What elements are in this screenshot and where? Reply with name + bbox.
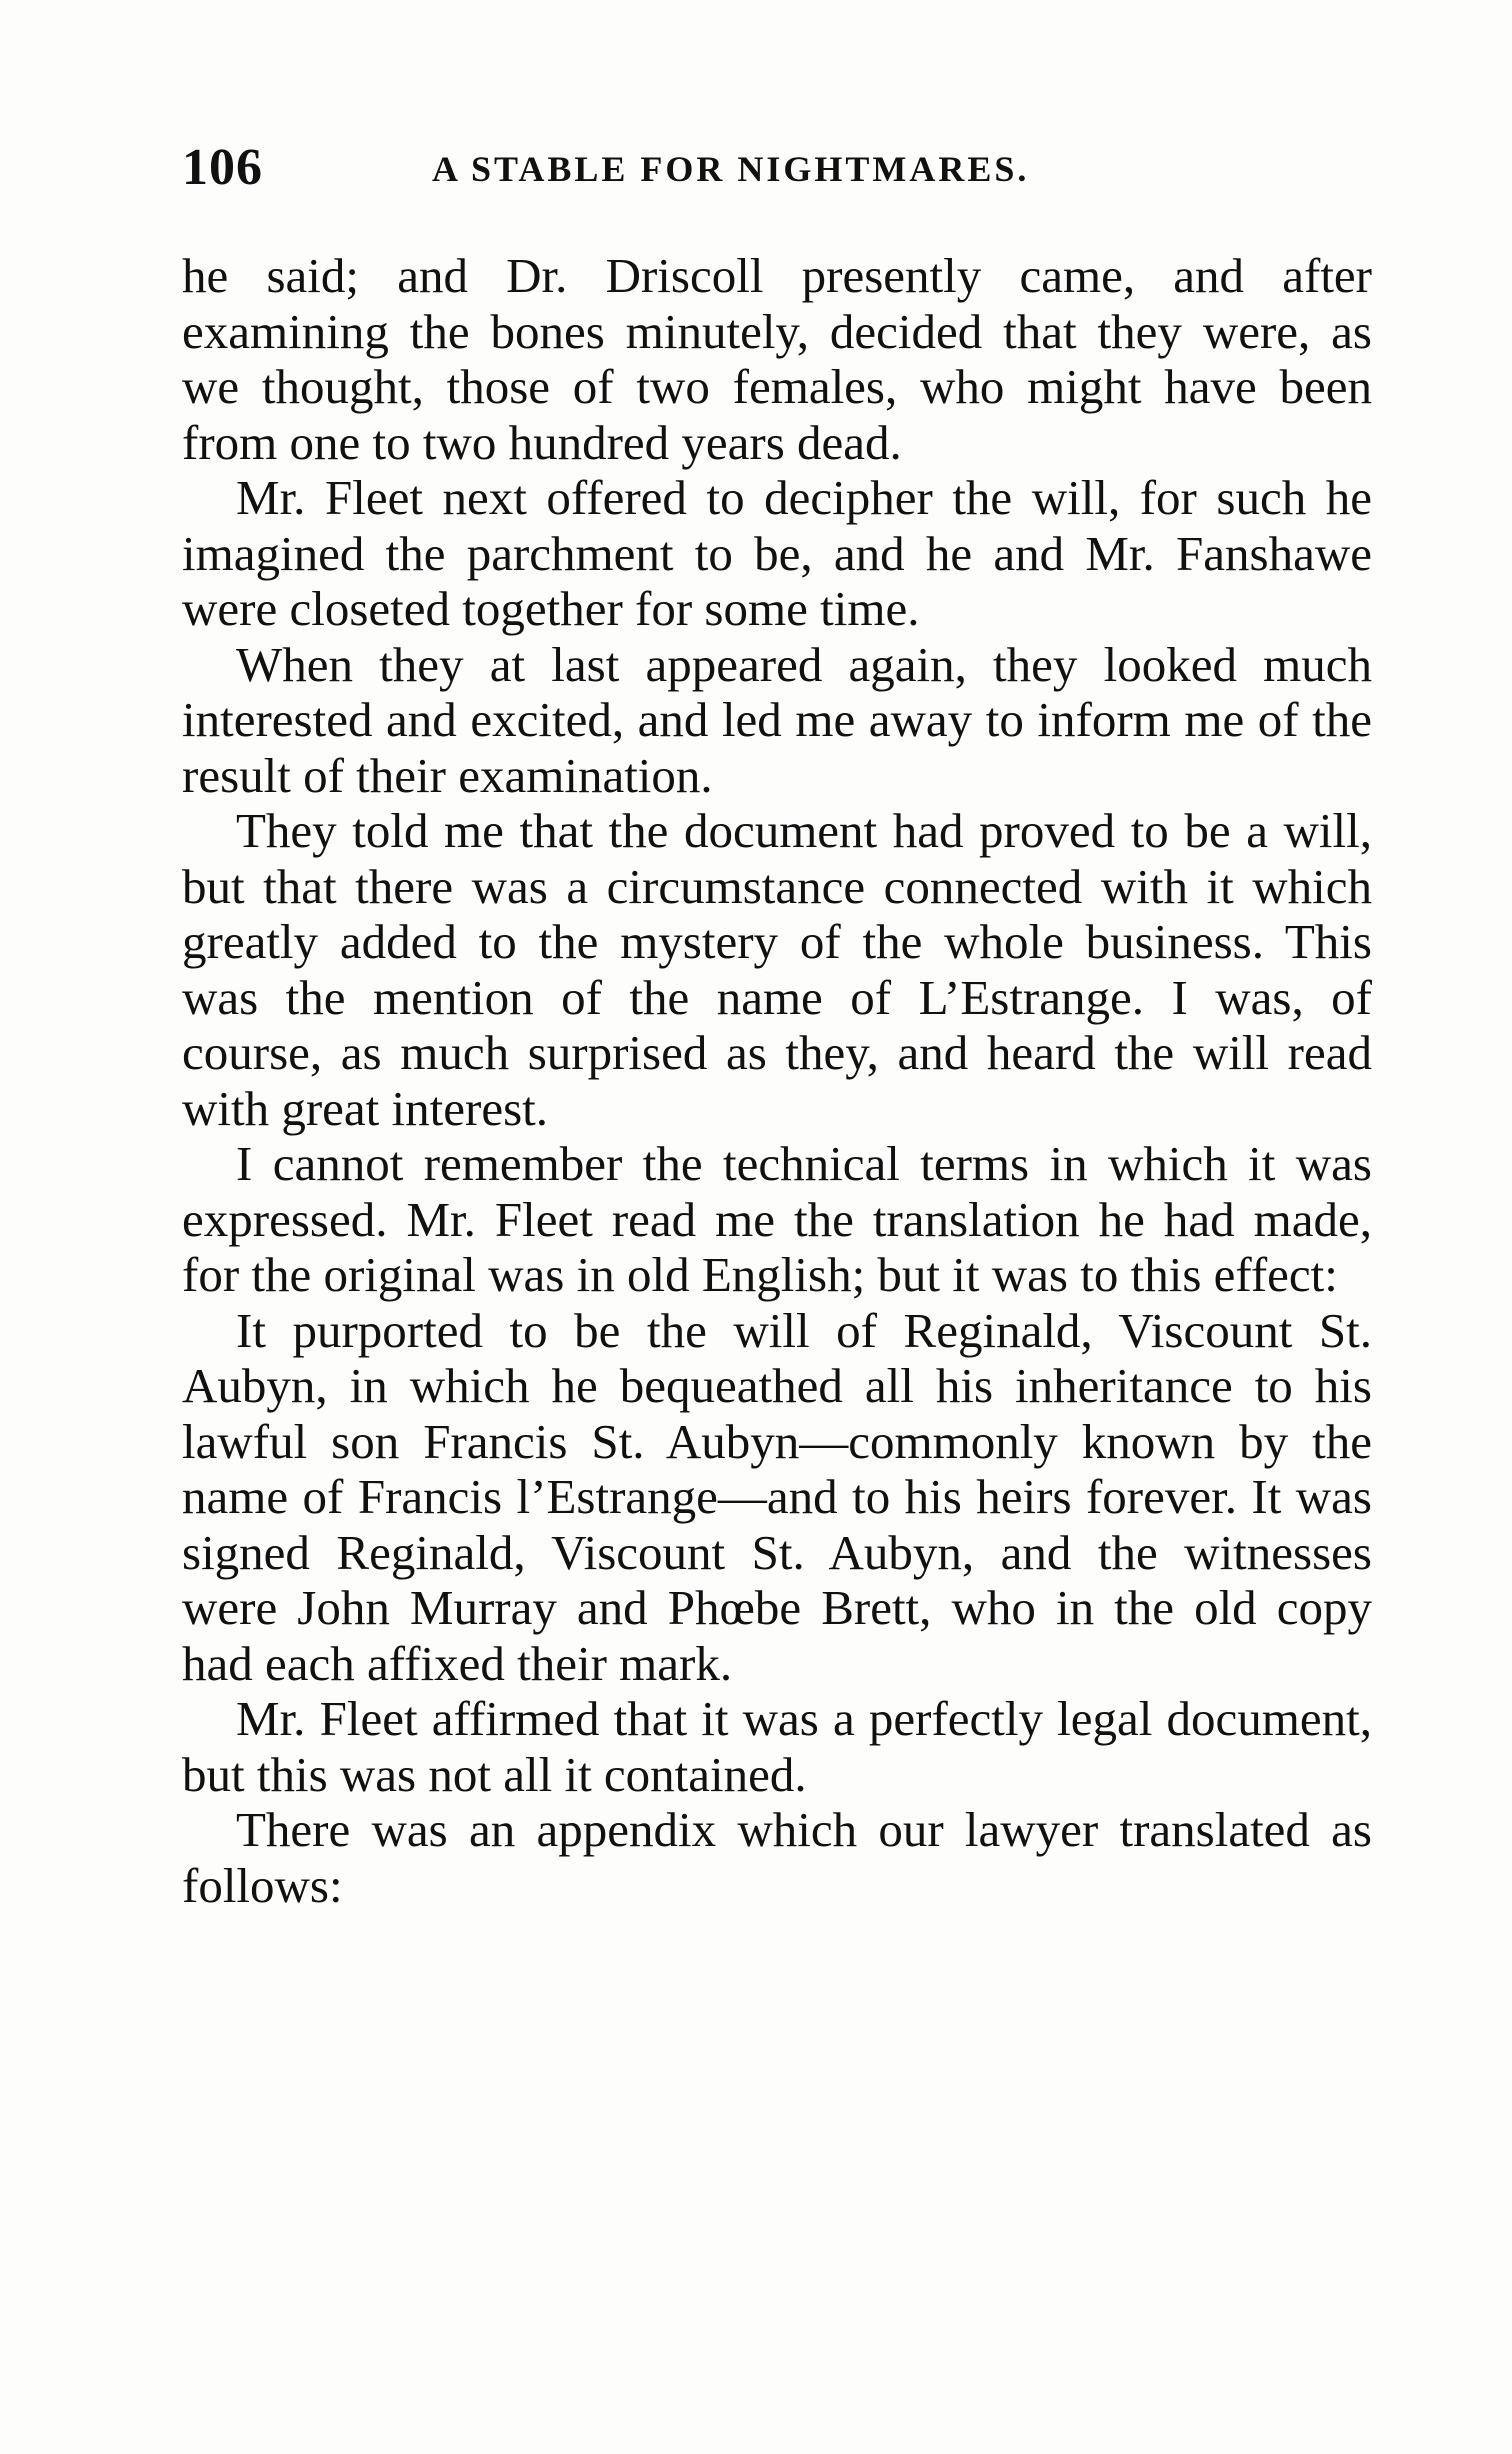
paragraph-8: There was an appendix which our lawyer translated as follows: xyxy=(182,1802,1372,1913)
paragraph-4: They told me that the document had proved to be a will, but that there was a circumstance connected with it which greatly added to the mystery of the whole business. This was the mention of the name of L’Estrange. I was, of course, as much surprised as they, and heard the will read with great interest. xyxy=(182,803,1372,1136)
paragraph-2: Mr. Fleet next offered to decipher the will, for such he imagined the parchment to be, and he and Mr. Fanshawe were closeted together for some time. xyxy=(182,470,1372,636)
paragraph-7: Mr. Fleet affirmed that it was a perfectly legal document, but this was not all it contained. xyxy=(182,1691,1372,1802)
paragraph-3: When they at last appeared again, they looked much interested and excited, and led me away to inform me of the result of their examination. xyxy=(182,636,1372,803)
paragraph-6: It purported to be the will of Reginald, Viscount St. Aubyn, in which he bequeathed all his inheritance to his lawful son Francis St. Aubyn—commonly known by the name of Francis l’Estrange—and to his heirs forever. It was signed Reginald, Viscount St. Aubyn, and the witnesses were John Murray and Phœbe Brett, who in the old copy had each affixed their mark. xyxy=(182,1302,1372,1691)
body-text xyxy=(182,248,1372,1913)
paragraph-1: he said; and Dr. Driscoll presently came, and after examining the bones minutely, decided that they were, as we thought, those of two females, who might have been from one to two hundred years dead. xyxy=(182,248,1372,470)
paragraph-5: I cannot remember the technical terms in which it was expressed. Mr. Fleet read me the translation he had made, for the original was in old English; but it was to this effect: xyxy=(182,1136,1372,1302)
running-head xyxy=(182,138,1372,198)
running-title: A STABLE FOR NIGHTMARES. xyxy=(432,149,1030,189)
page-number: 106 xyxy=(182,139,263,196)
